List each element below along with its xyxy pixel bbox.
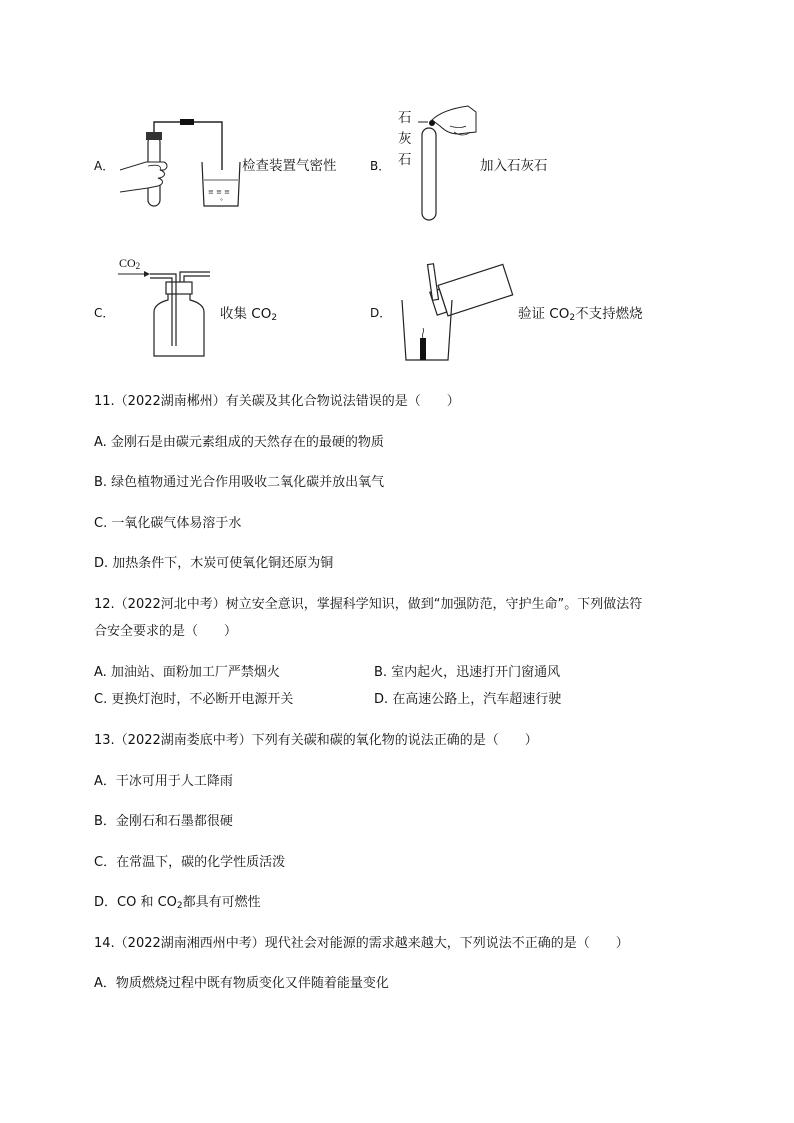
question-13-option-d-pre: D．CO 和 CO bbox=[94, 895, 177, 910]
figure-c-caption-pre: 收集 CO bbox=[220, 306, 272, 322]
question-12-stem-line1: 12.（2022河北中考）树立安全意识，掌握科学知识，做到“加强防范，守护生命”。下列做法符 bbox=[94, 597, 643, 612]
co2-gas-label-sub: 2 bbox=[135, 261, 141, 271]
limestone-label-2: 灰 bbox=[398, 131, 412, 147]
question-11-option-a: A. 金刚石是由碳元素组成的天然存在的最硬的物质 bbox=[94, 435, 384, 450]
question-12-option-a: A. 加油站、面粉加工厂严禁烟火 bbox=[94, 665, 280, 680]
question-14-stem: 14.（2022湖南湘西州中考）现代社会对能源的需求越来越大，下列说法不正确的是（ ） bbox=[94, 936, 629, 951]
question-13-option-d bbox=[94, 891, 261, 911]
question-12-option-c: C. 更换灯泡时，不必断开电源开关 bbox=[94, 692, 294, 707]
limestone-label-1: 石 bbox=[398, 110, 412, 126]
co2-candle-test-illustration bbox=[396, 252, 516, 364]
figure-c-letter: C． bbox=[94, 306, 115, 320]
question-11-stem: 11.（2022湖南郴州）有关碳及其化合物说法错误的是（ ） bbox=[94, 394, 460, 409]
figure-b-caption: 加入石灰石 bbox=[480, 158, 548, 174]
question-11-option-b: B. 绿色植物通过光合作用吸收二氧化碳并放出氧气 bbox=[94, 475, 385, 490]
question-13-option-b: B．金刚石和石墨都很硬 bbox=[94, 814, 233, 829]
question-13-option-d-post: 都具有可燃性 bbox=[182, 895, 261, 910]
airtightness-apparatus-illustration bbox=[110, 110, 250, 210]
figure-d-caption-post: 不支持燃烧 bbox=[575, 306, 643, 322]
question-11-option-c: C. 一氧化碳气体易溶于水 bbox=[94, 516, 242, 531]
question-13-option-a: A．干冰可用于人工降雨 bbox=[94, 774, 233, 789]
question-13-stem: 13.（2022湖南娄底中考）下列有关碳和碳的氧化物的说法正确的是（ ） bbox=[94, 733, 538, 748]
question-12-option-d: D. 在高速公路上，汽车超速行驶 bbox=[374, 692, 562, 707]
svg-text:≡ ≡ ≡: ≡ ≡ ≡ bbox=[208, 188, 231, 196]
figure-d-letter: D． bbox=[370, 306, 392, 320]
question-12-stem-line2: 合安全要求的是（ ） bbox=[94, 624, 238, 639]
limestone-label-3: 石 bbox=[398, 152, 412, 168]
figure-c-caption-sub: 2 bbox=[271, 313, 278, 323]
figure-d-caption-pre: 验证 CO bbox=[518, 306, 570, 322]
gas-collection-bottle-illustration bbox=[110, 262, 220, 362]
co2-gas-label-main: CO bbox=[119, 256, 136, 270]
add-limestone-illustration bbox=[410, 98, 490, 224]
figure-d-caption-sub: 2 bbox=[569, 313, 576, 323]
figure-c-caption bbox=[220, 302, 277, 323]
question-11-option-d: D. 加热条件下，木炭可使氧化铜还原为铜 bbox=[94, 556, 334, 571]
question-13-option-d-sub: 2 bbox=[176, 901, 183, 911]
question-12-option-b: B. 室内起火，迅速打开门窗通风 bbox=[374, 665, 561, 680]
figure-d-caption bbox=[518, 302, 643, 323]
question-13-option-c: C．在常温下，碳的化学性质活泼 bbox=[94, 855, 286, 870]
svg-text:°: ° bbox=[220, 198, 223, 205]
figure-b-letter: B． bbox=[370, 159, 391, 173]
question-14-option-a: A．物质燃烧过程中既有物质变化又伴随着能量变化 bbox=[94, 976, 389, 991]
figure-a-caption: 检查装置气密性 bbox=[242, 158, 337, 174]
figure-a-letter: A． bbox=[94, 159, 115, 173]
